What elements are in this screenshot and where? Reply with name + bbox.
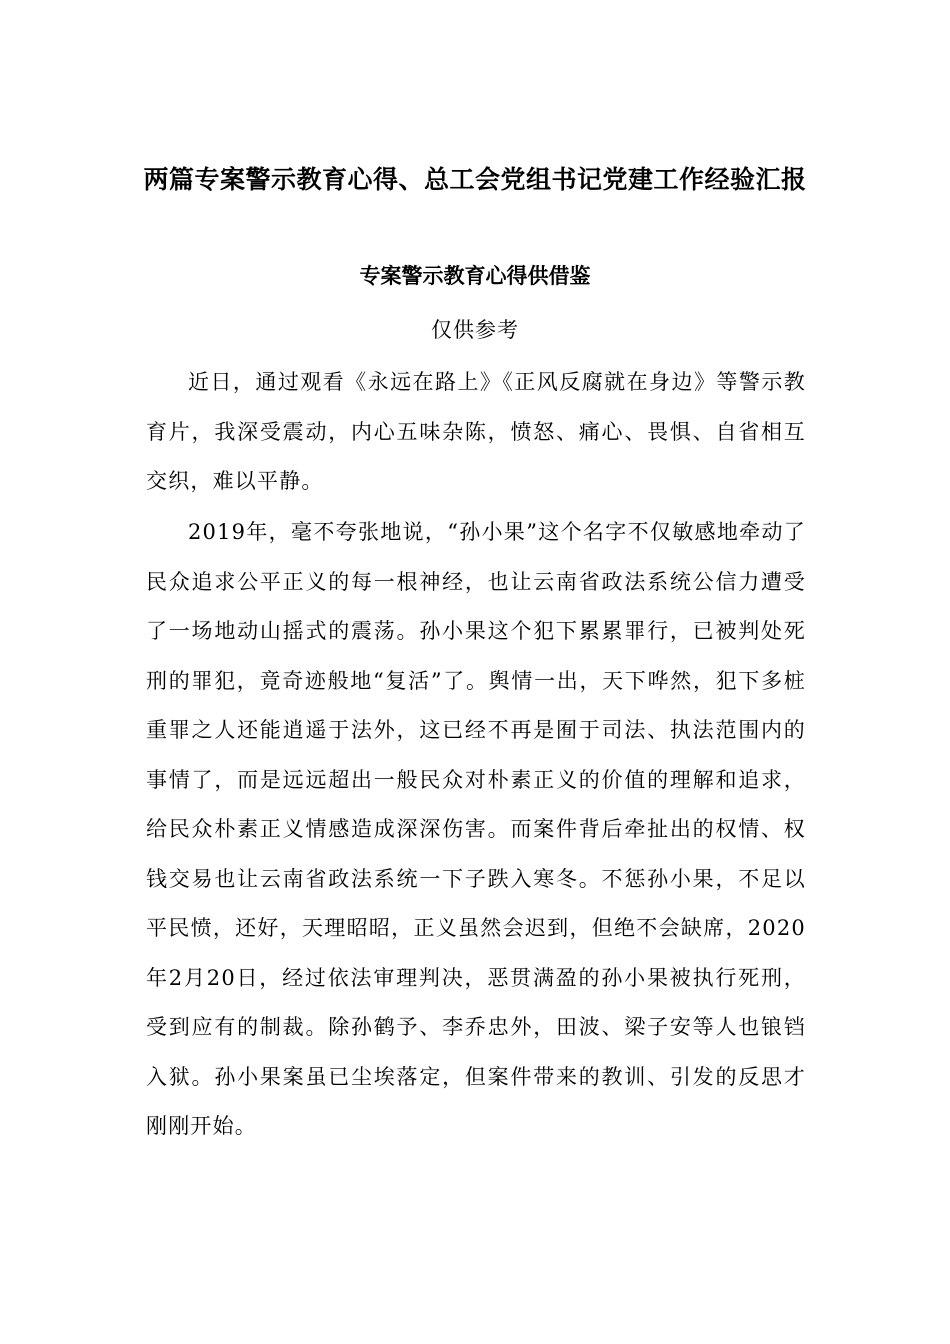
document-subtitle: 专案警示教育心得供借鉴 [359, 264, 591, 288]
paragraph-text: 近日，通过观看《永远在路上》《正风反腐就在身边》等警示教育片，我深受震动，内心五味杂陈，愤怒、痛心、畏惧、自省相互交织，难以平静。 [146, 370, 806, 493]
reference-note: 仅供参考 [431, 318, 519, 342]
paragraph-text: 2019年，毫不夸张地说，“孙小果”这个名字不仅敏感地牵动了民众追求公平正义的每一根神经，也让云南省政法系统公信力遭受了一场地动山摇式的震荡。孙小果这个犯下累累罪行，已被判处死刑的罪犯，竟奇迹般地“复活”了。舆情一出，天下哗然，犯下多桩重罪之人还能逍遥于法外，这已经不再是囿于司法、执法范围内的事情了，而是远远超出一般民众对朴素正义的价值的理解和追求，给民众朴素正义情感造成深深伤害。而案件背后牵扯出的权情、权钱交易也让云南省政法系统一下子跌入寒冬。不惩孙小果，不足以平民愤，还好，天理昭昭，正义虽然会迟到，但绝不会缺席，2020年2月20日，经过依法审理判决，恶贯满盈的孙小果被执行死刑，受到应有的制裁。除孙鹤予、李乔忠外，田波、梁子安等人也锒铛入狱。孙小果案虽已尘埃落定，但案件带来的教训、引发的反思才刚刚开始。 [146, 520, 806, 1138]
body-paragraph-1 [146, 358, 806, 507]
body-paragraph-2 [146, 508, 806, 1152]
document-title: 两篇专案警示教育心得、总工会党组书记党建工作经验汇报 [143, 165, 807, 194]
